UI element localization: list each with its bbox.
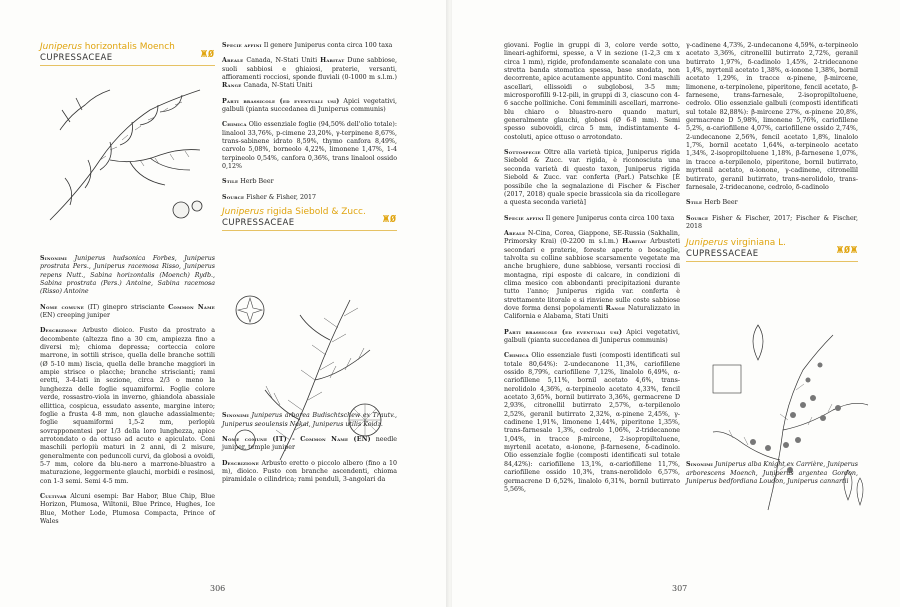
cultivar-paragraph: Cultivar Alcuni esempi: Bar Habor, Blue Chip, Blue Horizon, Plumosa, Wiltonii, Blue Prince, Hughes, Ice Blue, Mother Lode, Plumosa Compacta, Prince of Wales [40,492,215,525]
right-column-2 [686,42,858,493]
specie-affini-paragraph: Specie affini Il genere Juniperus conta circa 100 taxa [504,214,675,222]
nome-comune-paragraph: Nome comune (IT) - Common Name (EN) needle juniper, temple juniper [222,435,397,452]
descrizione-continued: giovani. Foglie in gruppi di 3, colore verde sotto, lineari-aghiformi, spesse, a V in sezione (1-2,3 cm x circa 1 mm), rigide, profondamente scanalate con una stretta banda stomatica spessa, base snodata, non decorrente, apice acutamente appuntito. Coni maschili ascellari, ellissoidi o subglobosi, 3-5 mm; microsporofilli 9-12-pili, in gruppi di 3, ciascuno con 4-6 sacche polliniche. Coni femminili ascellari, marrone-blu chiaro o bluastro-nero quando maturi, generalmente glauchi, globosi (Ø 6-8 mm). Semi spesso subovoidi, circa 5 mm, indistintamente 4-costoluti, apice ottuso o arrotondato. [504,42,680,141]
specie-affini-paragraph: Specie affini Il genere Juniperus conta circa 100 taxa [222,42,393,49]
species-header-virginiana [686,238,858,262]
nome-comune-paragraph: Nome comune (IT) ginepro strisciante Common Name (EN) creeping juniper [40,303,215,320]
family-name: CUPRESSACEAE [686,249,759,260]
sinonimi-paragraph: Sinonimi Juniperus alba Knight ex Carrière, Juniperus arborescens Moench, Juniperus argentea Gordon, Juniperus bedfordiana Loudon, Juniperus cannartii [686,461,858,485]
sottospecie-paragraph: Sottospecie Oltre alla varietà tipica, Juniperus rigida Siebold & Zucc. var. rigida, è riconosciuta una seconda varietà di questo taxon, Juniperus rigida Siebold & Zucc. var. conferta (Parl.) Patschke [È possibile che la segnalazione di Fischer & Fischer (2017, 2018) quale specie brassicola sia da ricollegare a questa seconda varietà] [504,149,680,207]
areale-paragraph: Areale Canada, N-Stati Uniti Habitat Dune sabbiose, suoli sabbiosi e ghiaiosi, praterie, versanti, affioramenti rocciosi, sponde fluviali (0-1000 m s.l.m.) Range Canada, N-Stati Uniti [222,57,397,90]
right-page [452,0,900,607]
right-column-1 [504,42,680,501]
descrizione-paragraph: Descrizione Arbusto dioico. Fusto da prostrato a decombente (altezza fino a 30 cm, ampiezza fino a diversi m); chioma depressa; corteccia colore marrone, in sottili strisce, quella delle branche sottili (Ø 5-10 mm) liscia, quella delle branche maggiori in ampie strisce o placche; branche striscianti; rami eretti, 3-4-lati in sezione, circa 2/3 o meno la lunghezza delle foglie squamiformi. Foglie colore verde, rossastro-viola in inverno, ghiandola abassiale ellittica, cospicua, essudato assente, margine intero; foglie a frusta 4-8 mm, non glauche adassialmente; foglie squamiformi 1,5-2 mm, perlopiù sovrapponentesi per 1/3 della loro lunghezza, apice arrotondato o da ottuso ad acuto e apiculato. Coni maschili perlopiù maturi in 2 anni, di 2 misure, generalmente con peduncoli curvi, da globosi a ovoidi, 5-7 mm, colore da blu-nero a marrone-bluastro a maturazione, leggermente glauchi, morbidi e resinosi, con 1-3 semi. Semi 4-5 mm. [40,327,215,485]
use-badge: ЖØЖ [836,245,858,257]
left-page [0,0,448,607]
source-paragraph: Source Fisher & Fischer, 2017; Fischer & Fischer, 2018 [686,214,858,230]
stile-paragraph: Stile Herb Beer [686,199,738,207]
family-name: CUPRESSACEAE [40,53,113,63]
source-paragraph: Source Fisher & Fisher, 2017 [222,193,317,201]
parti-brassicole-paragraph: Parti brassicole (ed eventuali usi) Apici vegetativi, galbuli (pianta succedanea di Juniperus communis) [222,97,397,114]
species-title: Juniperus horizontalis Moench [40,42,175,52]
left-column-2 [222,42,397,492]
use-badge: ЖØ [382,214,397,226]
stile-paragraph: Stile Herb Beer [222,178,274,186]
parti-brassicole-paragraph: Parti brassicole (ed eventuali usi) Apici vegetativi, galbuli (pianta succedanea di Juniperus communis) [504,328,680,344]
sinonimi-paragraph: Sinonimi Juniperus hudsonica Forbes, Juniperus prostrata Pers., Juniperus racemosa Risso, Juniperus repens Nutt., Sabina horizontalis (Moench) Rydb., Sabina prostrata (Pers.) Antoine, Sabina racemosa (Risso) Antoine [40,255,215,296]
areale-paragraph: Areale N-Cina, Corea, Giappone, SE-Russia (Sakhalin, Primorsky Krai) (0-2200 m s.l.m.) Habitat Arbusteti secondari e praterie, foreste aperte o boscaglie, talvolta su colline sabbiose scarsamente vegetate ma anche brughiere, dune sabbiose, versanti rocciosi di montagna, ripi esposte di calcare, in condizioni di clima mesico con abbondanti precipitazioni durante tutto l'anno; Juniperus rigida var. conferta è strettamente litorale e si rinviene sulle coste sabbiose dove forma densi popolamenti Range Naturalizzato in California e Alabama, Stati Uniti [504,229,680,321]
chimica-continued: γ-cadinene 4,73%, 2-undecanone 4,59%, α-terpineolo acetato 3,36%, citronellil butirrato 2,72%, geranil butirrato 1,97%, δ-cadinolo 1,45%, 2-tridecanone 1,4%, myrtenil acetato 1,38%, α-ionone 1,38%, bornil acetato 1,29%, in tracce α-pinene, β-mircene, limonene, α-terpinolene, piperitone, fencil acetato, β-farnesene, trans-farnesale, 2-isopropiltoluene, cedrolo. Olio essenziale galbuli (composti identificati sul totale 82,88%): β-mircene 27%, α-pinene 20,8%, germacrene D 5,98%, limonene 5,76%, cariofillene 5,2%, α-cariofillene 4,07%, cariofillene ossido 2,74%, 2-undecanone 2,56%, fencil acetato 1,8%, linalolo 1,7%, bornil acetato 1,64%, α-terpineolo acetato 1,34%, 2-isopropiltoluene 1,18%, β-farnesene 1,07%, in tracce α-terpilenolo, piperitone, bornil butirrato, myrtenil acetato, α-ionone, γ-cadinene, citronellil butirrato, geranil butirrato, trans-nerolidolo, trans-farnesale, 2-tridecanone, cedrolo, δ-cadinolo [686,42,858,191]
chimica-paragraph: Chimica Olio essenziale fusti (composti identificati sul totale 80,64%): 2-undecanone 11,3%, cariofillene ossido 8,79%, cariofillene 7,12%, linalolo 6,49%, α-cariofillene 5,11%, bornil acetato 4,6%, trans-nerolidolo 4,36%, α-terpineolo acetato 4,33%, fencil acetato 3,65%, bornil butirrato 3,36%, germacrene D 2,93%, citronellil butirrato 2,57%, α-terpilenolo 2,52%, geranil butirrato 2,32%, α-pinene 2,45%, γ-cadinene 1,91%, limonene 1,44%, piperitone 1,35%, trans-farnesale 1,3%, cedrolo 1,06%, 2-tridecanone 1,04%, in tracce β-mircene, 2-isopropiltoluene, myrtenil acetato, α-ionone, β-farnesene, δ-cadinolo. Olio essenziale foglie (composti identificati sul totale 84,42%): cariofillene 13,1%, α-cariofillene 11,7%, cariofillene ossido 10,3%, trans-nerolidolo 6,57%, germacrene D 6,52%, linalolo 6,31%, bornil butirrato 5,56%, [504,352,680,493]
page-number: 307 [672,584,688,593]
species-header-rigida [222,207,397,231]
species-title: Juniperus rigida Siebold & Zucc. [222,207,366,218]
species-header-horizontalis [40,42,215,66]
use-badge: ЖØ [200,49,215,60]
page-number: 306 [210,584,226,593]
left-column-1 [40,42,215,533]
sinonimi-paragraph: Sinonimi Juniperus arborea Budischtschew ex Trautv., Juniperus seoulensis Nakai, Juniperus utilis Koidz. [222,412,397,428]
species-title: Juniperus virginiana L. [686,238,787,249]
descrizione-paragraph: Descrizione Arbusto eretto o piccolo albero (fino a 10 m), dioico. Fusto con branche ascendenti, chioma piramidale o cilindrica; rami penduli, 3-angolari da [222,459,397,484]
chimica-paragraph: Chimica Olio essenziale foglie (94,50% dell'olio totale): linalool 33,76%, p-cimene 23,20%, γ-terpinene 8,67%, trans-sabinene idrato 8,59%, thymo canfora 8,49%, carvolo 5,08%, borneolo 4,22%, limonene 1,47%, 1-4 terpineolo 0,54%, canfora 0,36%, trans linalool ossido 0,12% [222,121,397,171]
family-name: CUPRESSACEAE [222,218,295,229]
